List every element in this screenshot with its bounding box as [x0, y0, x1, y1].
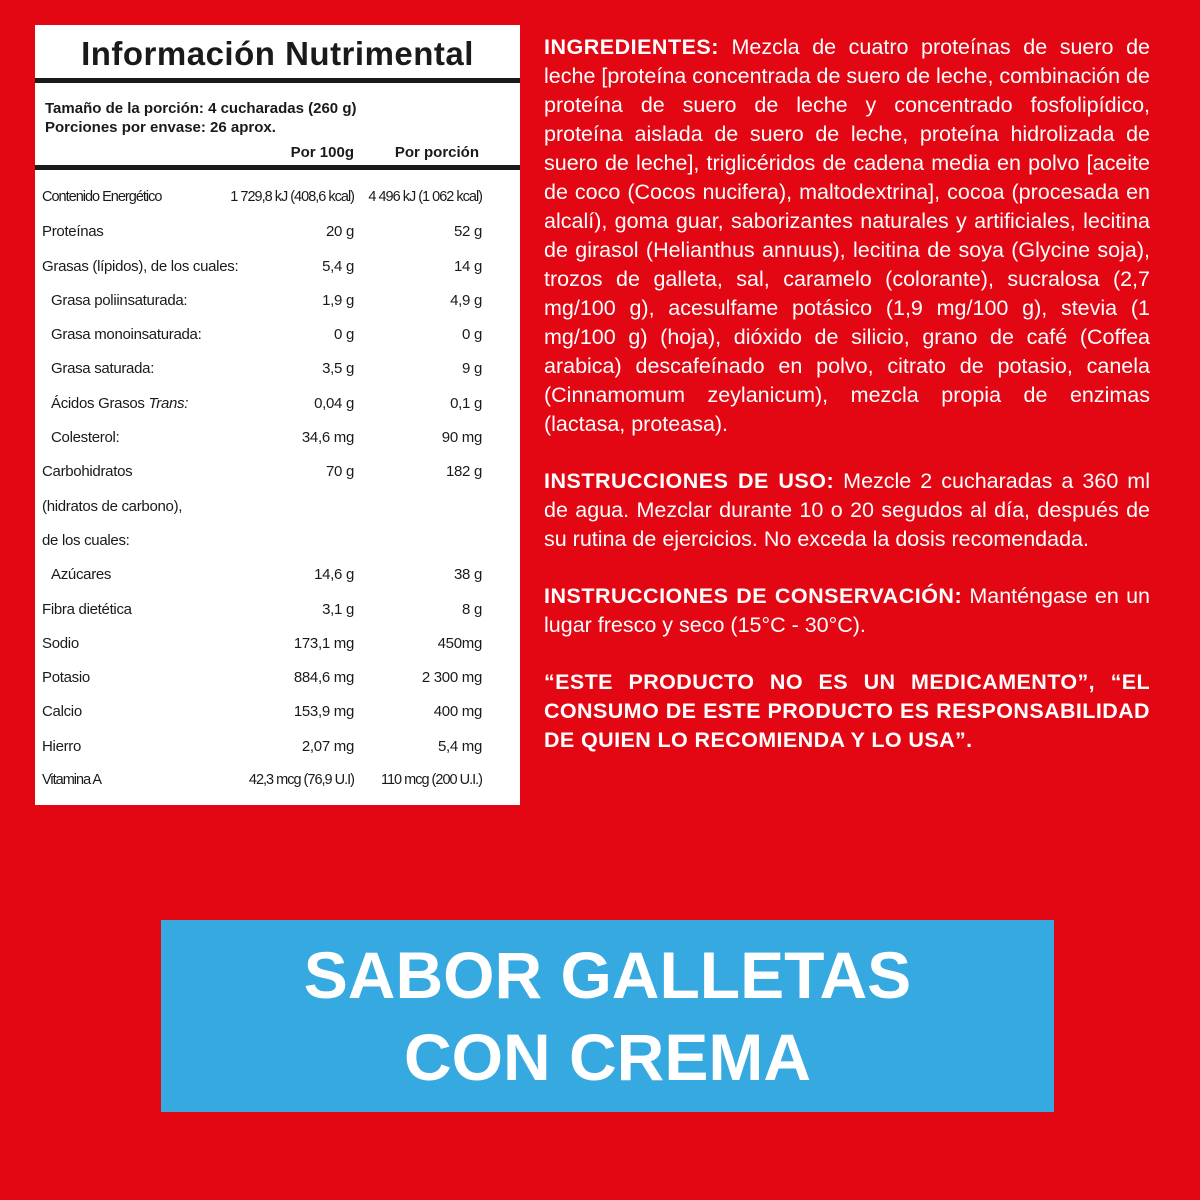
row-per-serving: 4,9 g	[450, 291, 482, 309]
usage-text: Mezcle 2 cucharadas a 360 ml de agua. Mezclar durante 10 o 20 segudos al día, después de su rutina de ejercicios. No exceda la dosis recomendada.	[544, 469, 1150, 551]
row-per-serving: 52 g	[454, 223, 482, 241]
row-label: Potasio	[42, 669, 90, 687]
row-per100g: 5,4 g	[322, 257, 354, 275]
usage-heading: INSTRUCCIONES DE USO:	[544, 469, 835, 493]
row-per100g: 3,5 g	[322, 360, 354, 378]
table-row	[35, 250, 520, 284]
row-label: Sodio	[42, 634, 79, 652]
usage-paragraph	[544, 467, 1150, 554]
row-label: Grasa saturada:	[51, 360, 155, 378]
table-row	[35, 593, 520, 627]
table-row	[35, 181, 520, 215]
row-label: Grasa monoinsaturada:	[51, 326, 202, 344]
row-per100g: 1 729,8 kJ (408,6 kcal)	[230, 189, 354, 205]
table-row	[35, 318, 520, 352]
nutrition-title: Información Nutrimental	[81, 35, 474, 72]
warning-text: “ESTE PRODUCTO NO ES UN MEDICAMENTO”, “EL CONSUMO DE ESTE PRODUCTO ES RESPONSABILIDAD DE QUIEN LO RECOMIENDA Y LO USA”.	[544, 670, 1150, 752]
row-per-serving: 38 g	[454, 566, 482, 584]
row-per-serving: 90 mg	[441, 429, 482, 447]
row-label: Colesterol:	[51, 429, 120, 447]
table-row	[35, 215, 520, 249]
table-row	[35, 661, 520, 695]
row-per100g: 0,04 g	[314, 394, 354, 412]
table-row	[35, 421, 520, 455]
ingredients-paragraph	[544, 33, 1150, 439]
row-per-serving: 5,4 mg	[437, 737, 482, 755]
row-per100g: 20 g	[326, 223, 354, 241]
row-per-serving: 0 g	[462, 326, 482, 344]
serving-info	[35, 83, 520, 142]
row-per100g: 153,9 mg	[293, 703, 354, 721]
row-per100g: 70 g	[326, 463, 354, 481]
row-label	[51, 395, 188, 412]
row-per100g: 2,07 mg	[301, 737, 354, 755]
row-per100g: 173,1 mg	[293, 634, 354, 652]
row-per100g: 42,3 mcg (76,9 U.I)	[248, 772, 354, 789]
table-row	[35, 695, 520, 729]
row-label: (hidratos de carbono),	[42, 497, 183, 515]
row-label: Calcio	[42, 703, 82, 721]
row-per-serving: 450mg	[437, 634, 482, 652]
table-row	[35, 387, 520, 421]
row-label: Grasas (lípidos), de los cuales:	[42, 257, 239, 275]
row-per100g: 884,6 mg	[293, 669, 354, 687]
table-row	[35, 490, 520, 524]
table-row	[35, 627, 520, 661]
row-per-serving: 14 g	[454, 257, 482, 275]
row-per100g: 0 g	[334, 326, 354, 344]
ingredients-text: Mezcla de cuatro proteínas de suero de leche [proteína concentrada de suero de leche, combinación de proteína de suero de leche y concentrado fosfolipídico, proteína aislada de suero de leche, proteína hidrolizada de suero de leche], triglicéridos de cadena media en polvo [aceite de coco (Cocos nucifera), maltodextrina], cocoa (procesada en alcalí), goma guar, saborizantes naturales y artificiales, lecitina de girasol (Helianthus annuus), lecitina de soya (Glycine soja), trozos de galleta, sal, caramelo (colorante), sucralosa (2,7 mg/100 g), acesulfame potásico (1,9 mg/100 g), stevia (1 mg/100 g) (hoja), dióxido de silicio, grano de café (Coffea arabica) descafeínado en polvo, citrato de potasio, canela (Cinnamomum zeylanicum), mezcla propia de enzimas (lactasa, proteasa).	[544, 35, 1150, 436]
row-per100g: 1,9 g	[322, 291, 354, 309]
row-per-serving: 400 mg	[433, 703, 482, 721]
row-per-serving: 110 mcg (200 U.I.)	[380, 772, 482, 789]
row-per-serving: 182 g	[445, 463, 482, 481]
storage-heading: INSTRUCCIONES DE CONSERVACIÓN:	[544, 584, 963, 608]
row-per-serving: 0,1 g	[450, 394, 482, 412]
nutrition-rows	[35, 170, 520, 798]
row-label: Azúcares	[51, 566, 112, 584]
row-label-text: Ácidos Grasos	[51, 394, 145, 412]
flavor-line-2: CON CREMA	[404, 1020, 811, 1094]
row-label-italic: Trans:	[148, 394, 189, 412]
table-row	[35, 730, 520, 764]
row-label: Proteínas	[42, 223, 104, 241]
row-label: Fibra dietética	[42, 600, 132, 618]
column-headers	[35, 142, 520, 165]
row-label: Hierro	[42, 737, 82, 755]
row-per-serving: 4 496 kJ (1 062 kcal)	[368, 189, 482, 205]
row-label: Carbohidratos	[42, 463, 133, 481]
nutrition-facts-panel	[35, 25, 520, 805]
row-per-serving: 9 g	[462, 360, 482, 378]
flavor-line-1: SABOR GALLETAS	[303, 938, 912, 1012]
table-row	[35, 764, 520, 798]
table-row	[35, 284, 520, 318]
storage-paragraph	[544, 582, 1150, 640]
product-info-text	[544, 33, 1150, 783]
ingredients-heading: INGREDIENTES:	[544, 35, 719, 59]
column-header-per-serving: Por porción	[394, 144, 479, 161]
table-row	[35, 558, 520, 592]
column-header-per100g: Por 100g	[290, 144, 354, 161]
row-label: de los cuales:	[42, 531, 130, 549]
row-per-serving: 2 300 mg	[421, 669, 482, 687]
table-row	[35, 455, 520, 489]
row-per-serving: 8 g	[462, 600, 482, 618]
servings-per-container: Porciones por envase: 26 aprox.	[45, 119, 276, 136]
flavor-banner	[161, 920, 1054, 1112]
row-per100g: 34,6 mg	[301, 429, 354, 447]
table-row	[35, 524, 520, 558]
row-per100g: 3,1 g	[322, 600, 354, 618]
storage-text: Manténgase en un lugar fresco y seco (15°C - 30°C).	[544, 584, 1150, 637]
table-row	[35, 352, 520, 386]
row-label: Vitamina A	[42, 772, 102, 789]
row-label: Contenido Energético	[42, 189, 162, 205]
serving-size: Tamaño de la porción: 4 cucharadas (260 g)	[45, 100, 357, 117]
row-per100g: 14,6 g	[314, 566, 354, 584]
row-label: Grasa poliinsaturada:	[51, 291, 188, 309]
